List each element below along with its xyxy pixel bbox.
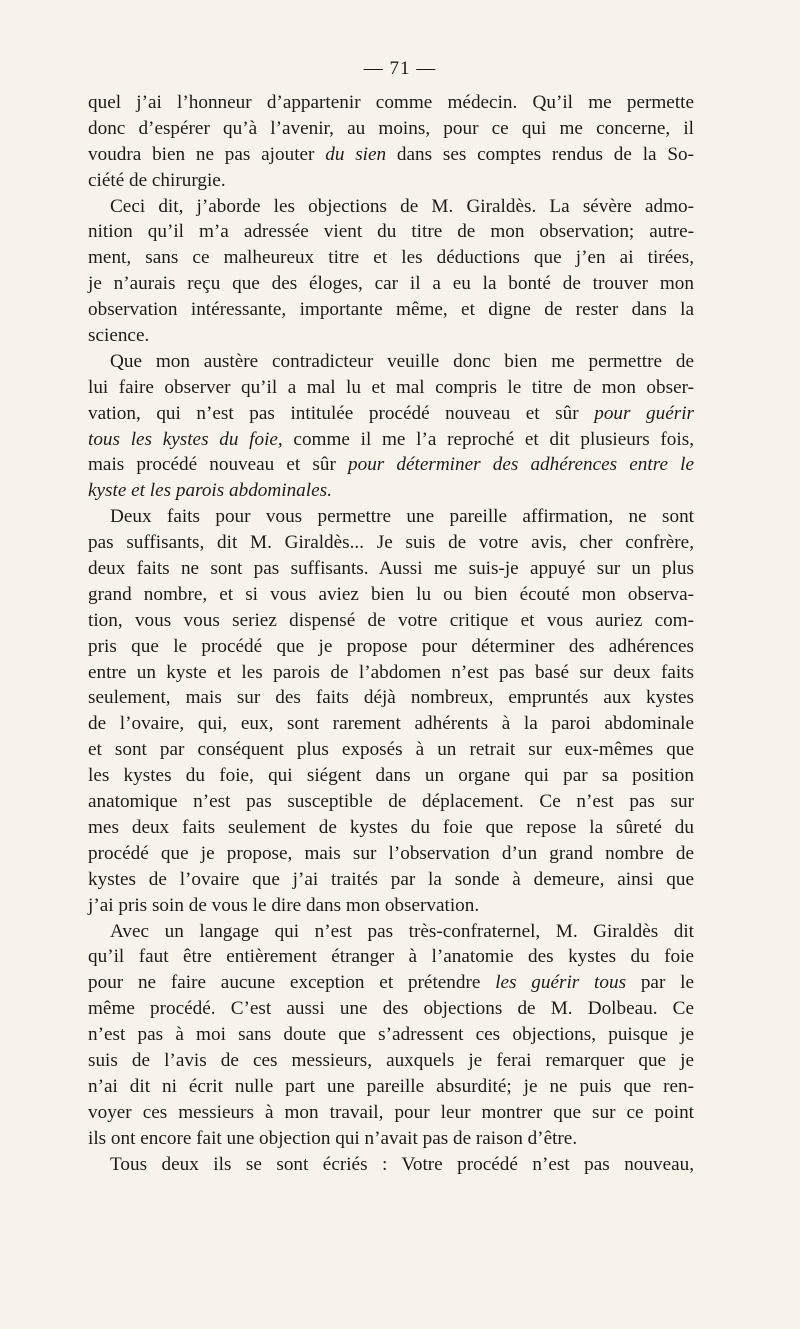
text-line [88,737,694,763]
text-run: qu’il faut être entièrement étranger à l’anatomie des kystes du foie [88,946,694,968]
text-run: nition qu’il m’a adressée vient du titre de mon observation; autre- [88,221,694,243]
text-run: voudra bien ne pas ajouter [88,143,326,165]
text-line [88,271,694,297]
text-run: vation, qui n’est pas intitulée procédé nouveau et sûr [88,402,595,424]
text-run: entre un kyste et les parois de l’abdomen n’est pas basé sur deux faits [88,661,694,683]
text-run: de l’ovaire, qui, eux, sont rarement adhérents à la paroi abdominale [88,713,694,735]
text-run: grand nombre, et si vous aviez bien lu ou bien écouté mon observa- [88,583,694,605]
text-run: Tous deux ils se sont écriés : Votre procédé n’est pas nouveau, [110,1153,694,1175]
text-run: j’ai pris soin de vous le dire dans mon observation. [88,894,480,916]
text-line [88,349,694,375]
text-line [88,1126,694,1152]
text-line [88,1048,694,1074]
text-run: suis de l’avis de ces messieurs, auxquels je ferai remarquer que je [88,1049,694,1071]
text-line [88,841,694,867]
italic-run: pour déterminer des adhérences entre le [348,454,694,476]
text-line [88,660,694,686]
text-run: donc d’espérer qu’à l’avenir, au moins, pour ce qui me concerne, il [88,117,694,139]
text-run: pris que le procédé que je propose pour déterminer des adhérences [88,635,694,657]
text-run: ils ont encore fait une objection qui n’avait pas de raison d’être. [88,1127,578,1149]
text-line [88,504,694,530]
text-line [88,1074,694,1100]
text-run: je n’aurais reçu que des éloges, car il a eu la bonté de trouver mon [88,273,694,295]
text-run: comme il me l’a reproché et dit plusieurs fois, [282,428,695,450]
text-line [88,297,694,323]
text-line [88,763,694,789]
text-line [88,323,694,349]
text-run: seulement, mais sur des faits déjà nombreux, empruntés aux kystes [88,687,694,709]
text-line [88,142,694,168]
text-line [88,1022,694,1048]
text-line [88,867,694,893]
text-line [88,711,694,737]
italic-run: tous les kystes du foie, [88,428,283,450]
text-run: voyer ces messieurs à mon travail, pour leur montrer que sur ce point [88,1101,694,1123]
body-text [88,90,694,1177]
text-line [88,401,694,427]
text-run: kystes de l’ovaire que j’ai traités par la sonde à demeure, ainsi que [88,868,694,890]
text-line [88,1152,694,1178]
text-run: dans ses comptes rendus de la So- [386,143,694,165]
text-run: science. [88,325,150,347]
text-line [88,245,694,271]
text-line [88,608,694,634]
text-run: mais procédé nouveau et sûr [88,454,348,476]
text-run: lui faire observer qu’il a mal lu et mal compris le titre de mon obser- [88,376,694,398]
text-run: Que mon austère contradicteur veuille donc bien me permettre de [110,350,694,372]
text-run: les kystes du foie, qui siégent dans un organe qui par sa position [88,765,694,787]
text-line [88,582,694,608]
text-line [88,815,694,841]
text-run: ment, sans ce malheureux titre et les déductions que j’en ai tirées, [88,247,694,269]
text-run: et sont par conséquent plus exposés à un retrait sur eux-mêmes que [88,739,694,761]
text-run: anatomique n’est pas susceptible de déplacement. Ce n’est pas sur [88,791,694,813]
text-line [88,919,694,945]
text-line [88,556,694,582]
text-line [88,530,694,556]
text-run: deux faits ne sont pas suffisants. Aussi me suis-je appuyé sur un plus [88,558,694,580]
text-line [88,116,694,142]
text-line [88,789,694,815]
text-line [88,970,694,996]
text-line [88,634,694,660]
page-number: — 71 — [363,58,437,79]
text-run: quel j’ai l’honneur d’appartenir comme médecin. Qu’il me permette [88,92,694,113]
text-run: pour ne faire aucune exception et prétendre [88,972,496,994]
text-line [88,219,694,245]
text-line [88,1100,694,1126]
text-run: par le [626,972,694,994]
text-run: n’est pas à moi sans doute que s’adressent ces objections, puisque je [88,1024,694,1046]
text-run: Ceci dit, j’aborde les objections de M. Giraldès. La sévère admo- [110,195,694,217]
text-line [88,478,694,504]
text-line [88,944,694,970]
text-run: mes deux faits seulement de kystes du foie que repose la sûreté du [88,816,694,838]
text-line [88,427,694,453]
text-line [88,996,694,1022]
text-run: tion, vous vous seriez dispensé de votre critique et vous auriez com- [88,609,694,631]
text-line [88,90,694,116]
text-run: Deux faits pour vous permettre une pareille affirmation, ne sont [110,506,694,528]
text-run: ciété de chirurgie. [88,169,226,191]
text-run: Avec un langage qui n’est pas très-confraternel, M. Giraldès dit [110,920,694,942]
text-line [88,893,694,919]
text-line [88,168,694,194]
italic-run: pour guérir [594,402,695,424]
text-run: pas suffisants, dit M. Giraldès... Je suis de votre avis, cher confrère, [88,532,694,554]
text-run: même procédé. C’est aussi une des objections de M. Dolbeau. Ce [88,998,694,1020]
text-line [88,452,694,478]
text-run: n’ai dit ni écrit nulle part une pareille absurdité; je ne puis que ren- [88,1075,694,1097]
text-run: observation intéressante, importante même, et digne de rester dans la [88,299,694,321]
italic-run: les guérir tous [495,972,627,994]
text-line [88,194,694,220]
italic-run: du sien [325,143,387,165]
italic-run: kyste et les parois abdominales. [88,480,332,502]
text-line [88,375,694,401]
text-line [88,685,694,711]
text-run: procédé que je propose, mais sur l’observation d’un grand nombre de [88,842,694,864]
